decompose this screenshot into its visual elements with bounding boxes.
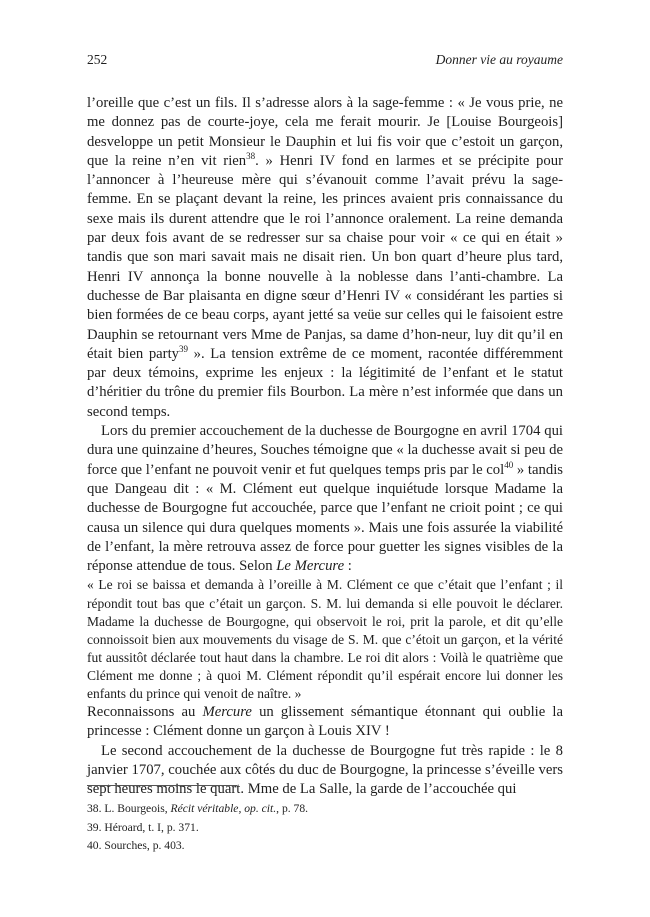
block-quote: « Le roi se baissa et demanda à l’oreille à M. Clément ce que c’était que l’enfant ; il répondit tout bas que c’était un garçon. S. M. lui demanda si elle pouvoit le déclarer. Madame la duchesse de Bourgogne, qui observoit le roi, prit la parole, et dit qu’elle connoissoit bien aux mouvements du visage de S. M. que c’étoit un garçon, et la vérité fut aussitôt déclarée tout haut dans la chambre. Le roi dit alors : Voilà le quatrième que Clément me donne ; à quoi M. Clément répondit qu’il espérait encore lui donner les enfants du prince qui venoit de naître. » — [87, 577, 563, 701]
paragraph-text: ». La tension extrême de ce moment, racontée différemment par deux témoins, exprime les enjeux : la légitimité de l’enfant et le statut d’héritier du trône du premier fils Bourbon. La mère n’est informée que dans un second temps. — [87, 345, 564, 420]
footnote-38 — [87, 800, 563, 819]
paragraph-1 — [87, 94, 563, 422]
page-header — [87, 52, 563, 72]
footnotes — [87, 800, 563, 856]
paragraph-2 — [87, 422, 563, 576]
paragraph-4: Le second accouchement de la duchesse de Bourgogne fut très rapide : le 8 janvier 1707, couchée aux côtés du duc de Bourgogne, la princesse s’éveille vers sept heures moins le quart. Mme de La Salle, la garde de l’accouchée qui — [87, 742, 563, 798]
journal-title: Le Mercure — [276, 558, 345, 575]
paragraph-text: l’oreille que c’est un fils. Il s’adresse alors à la sage-femme : « Je vous prie, ne me donnez pas de courte-joye, cela me ferait mourir. Je [Louise Bourgeois] desveloppe un petit Monsieur le Dauphin et lui fis voir que c’estoit un garçon, que la reine n’en vit rien — [87, 95, 563, 169]
journal-title: Mercure — [202, 704, 252, 721]
footnote-source-title: Récit véritable, op. cit. — [170, 802, 277, 815]
footnote-text: 38. L. Bourgeois, — [87, 802, 171, 815]
footnote-ref-38[interactable]: 38 — [246, 151, 256, 161]
paragraph-text: Reconnaissons au — [87, 704, 203, 721]
paragraph-text: un glissement sémantique étonnant qui oublie la princesse : Clément donne un garçon à Louis XIV ! — [87, 704, 563, 740]
footnote-ref-40[interactable]: 40 — [504, 459, 514, 470]
paragraph-text: : — [344, 558, 352, 575]
main-text — [87, 94, 563, 800]
footnote-text: , p. 78. — [276, 802, 309, 815]
paragraph-text: . » Henri IV fond en larmes et se précipite pour l’annoncer à l’heureuse mère qui s’évanouit comme l’avait prévu la sage-femme. En se plaçant devant la reine, les princes avaient pris connaissance du sexe mais ils durent attendre que le roi l’annonce oralement. La reine demanda par deux fois avant de se redresser sur sa chaise pour voir « ce qui en était » tandis que son mari savait mais ne disait rien. Un bon quart d’heure plus tard, Henri IV annonça la bonne nouvelle à la noblesse dans l’anti-chambre. La duchesse de Bar plaisanta en digne sœur d’Henri IV « considérant les parties si bien formées de ce beau corps, ayant jetté sa veüe sur celles qui le faisoient estre Dauphin se retournant vers Mme de Panjas, sa dame d’hon-neur, luy dit qu’il en était bien party — [87, 152, 563, 362]
footnote-text: 40. Sourches, p. 403. — [87, 839, 185, 852]
footnote-39 — [87, 819, 563, 838]
paragraph-text: » tandis que Dangeau dit : « M. Clément eut quelque inquiétude lorsque Madame la duchesse de Bourgogne fut accouchée, parce que l’enfant ne crioit point ; ce qui causa un silence qui dura quelques moments ». Mais une fois assurée la viabilité de l’enfant, la mère retrouva assez de force pour guetter les signes visibles de la réponse attendue de tous. Selon — [87, 461, 564, 575]
footnote-divider — [87, 785, 237, 786]
footnote-text: 39. Héroard, t. I, p. 371. — [87, 820, 199, 834]
footnote-40 — [87, 837, 563, 856]
running-title: Donner vie au royaume — [435, 52, 563, 67]
page-number: 252 — [87, 52, 108, 67]
paragraph-text: Lors du premier accouchement de la duchesse de Bourgogne en avril 1704 qui dura une quinzaine d’heures, Souches témoigne que « la duchesse avait si peu de force que l’enfant ne pouvoit venir et fut quelques temps pris par le col — [87, 423, 563, 478]
paragraph-3 — [87, 703, 563, 742]
footnote-ref-39[interactable]: 39 — [179, 343, 189, 354]
